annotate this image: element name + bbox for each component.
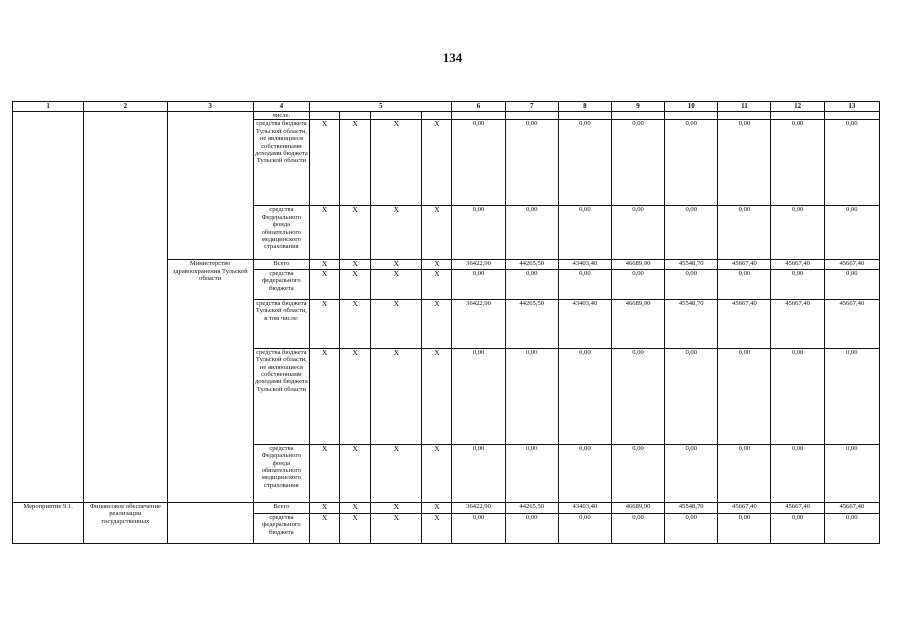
source-label: средства федерального бюджета: [253, 513, 309, 543]
value-cell: [452, 112, 505, 120]
value-cell: 0,00: [452, 206, 505, 260]
value-cell: 0,00: [558, 120, 611, 206]
value-cell: 0,00: [771, 513, 824, 543]
value-cell: 0,00: [505, 120, 558, 206]
value-cell: 44265,50: [505, 299, 558, 348]
value-cell: 0,00: [611, 206, 664, 260]
ministry-cell: Министерство здравоохранения Тульской области: [167, 260, 253, 502]
header-cell: 11: [718, 102, 771, 112]
value-cell: 45667,40: [824, 502, 879, 513]
value-cell: 0,00: [558, 206, 611, 260]
value-cell: 0,00: [771, 120, 824, 206]
x-cell: X: [340, 348, 371, 444]
x-cell: X: [422, 260, 452, 269]
value-cell: 45667,40: [824, 260, 879, 269]
value-cell: 0,00: [771, 206, 824, 260]
value-cell: 45667,40: [771, 260, 824, 269]
header-cell: 10: [665, 102, 718, 112]
value-cell: 45667,40: [718, 502, 771, 513]
value-cell: 45548,70: [665, 260, 718, 269]
header-cell: 8: [558, 102, 611, 112]
value-cell: 36422,90: [452, 260, 505, 269]
cell-col2-empty: [84, 112, 167, 503]
value-cell: 0,00: [665, 269, 718, 299]
source-label: Всего: [253, 502, 309, 513]
x-cell: X: [422, 206, 452, 260]
measure-id-cell: Мероприятие 9.1.: [13, 502, 84, 543]
value-cell: 0,00: [505, 513, 558, 543]
value-cell: 46689,90: [611, 502, 664, 513]
value-cell: 0,00: [824, 269, 879, 299]
value-cell: 0,00: [558, 444, 611, 502]
value-cell: 0,00: [718, 348, 771, 444]
x-cell: X: [422, 299, 452, 348]
x-cell: X: [371, 206, 422, 260]
value-cell: 0,00: [505, 269, 558, 299]
value-cell: 0,00: [611, 444, 664, 502]
value-cell: [824, 112, 879, 120]
value-cell: [665, 112, 718, 120]
value-cell: 0,00: [718, 269, 771, 299]
measure-name-cell: Финансовое обеспечение реализации государственных: [84, 502, 167, 543]
x-cell: X: [310, 120, 340, 206]
value-cell: [771, 112, 824, 120]
x-cell: X: [340, 444, 371, 502]
header-cell: 5: [310, 102, 452, 112]
x-cell: [371, 112, 422, 120]
value-cell: 45548,70: [665, 299, 718, 348]
header-cell: 6: [452, 102, 505, 112]
x-cell: X: [310, 513, 340, 543]
value-cell: 0,00: [558, 269, 611, 299]
value-cell: [718, 112, 771, 120]
value-cell: 36422,90: [452, 502, 505, 513]
x-cell: X: [310, 269, 340, 299]
x-cell: X: [310, 502, 340, 513]
x-cell: X: [422, 513, 452, 543]
x-cell: X: [340, 269, 371, 299]
x-cell: X: [340, 513, 371, 543]
value-cell: 0,00: [505, 206, 558, 260]
value-cell: 0,00: [718, 444, 771, 502]
value-cell: 0,00: [824, 120, 879, 206]
x-cell: X: [340, 502, 371, 513]
value-cell: 0,00: [771, 269, 824, 299]
value-cell: 0,00: [611, 513, 664, 543]
value-cell: 0,00: [665, 120, 718, 206]
value-cell: 45667,40: [718, 299, 771, 348]
x-cell: X: [371, 260, 422, 269]
x-cell: [422, 112, 452, 120]
value-cell: 43403,40: [558, 299, 611, 348]
value-cell: 0,00: [452, 348, 505, 444]
page-number: 134: [442, 50, 463, 65]
source-label: средства бюджета Тульской области, не являющиеся собственными доходами бюджета Тульской области: [253, 120, 309, 206]
x-cell: X: [371, 299, 422, 348]
value-cell: 46689,90: [611, 260, 664, 269]
budget-table: [12, 101, 880, 544]
value-cell: 0,00: [558, 513, 611, 543]
x-cell: X: [310, 206, 340, 260]
source-label: средства Федерального фонда обязательного медицинского страхования: [253, 444, 309, 502]
x-cell: X: [371, 513, 422, 543]
value-cell: 0,00: [718, 513, 771, 543]
header-row: [13, 102, 880, 112]
x-cell: X: [310, 260, 340, 269]
value-cell: 0,00: [718, 120, 771, 206]
value-cell: 43403,40: [558, 502, 611, 513]
value-cell: 0,00: [452, 120, 505, 206]
header-cell: 2: [84, 102, 167, 112]
header-cell: 13: [824, 102, 879, 112]
x-cell: X: [340, 120, 371, 206]
table-row: [13, 112, 880, 120]
value-cell: 0,00: [771, 348, 824, 444]
value-cell: 44265,50: [505, 260, 558, 269]
value-cell: 0,00: [611, 269, 664, 299]
value-cell: 46689,90: [611, 299, 664, 348]
value-cell: 45667,40: [718, 260, 771, 269]
source-label: средства федерального бюджета: [253, 269, 309, 299]
value-cell: 0,00: [452, 269, 505, 299]
value-cell: 36422,90: [452, 299, 505, 348]
header-cell: 7: [505, 102, 558, 112]
source-label: числе:: [253, 112, 309, 120]
cell-col3-empty: [167, 502, 253, 543]
value-cell: [558, 112, 611, 120]
value-cell: 0,00: [665, 206, 718, 260]
source-label: средства Федерального фонда обязательного медицинского страхования: [253, 206, 309, 260]
value-cell: 0,00: [452, 444, 505, 502]
header-cell: 12: [771, 102, 824, 112]
x-cell: X: [422, 444, 452, 502]
x-cell: X: [340, 206, 371, 260]
value-cell: 43403,40: [558, 260, 611, 269]
x-cell: [310, 112, 340, 120]
value-cell: 45667,40: [824, 299, 879, 348]
cell-col3-empty: [167, 112, 253, 260]
value-cell: 0,00: [824, 206, 879, 260]
source-label: Всего: [253, 260, 309, 269]
x-cell: X: [422, 269, 452, 299]
value-cell: 0,00: [665, 348, 718, 444]
value-cell: 45548,70: [665, 502, 718, 513]
value-cell: 45667,40: [771, 299, 824, 348]
header-cell: 4: [253, 102, 309, 112]
value-cell: [611, 112, 664, 120]
value-cell: 0,00: [824, 513, 879, 543]
value-cell: 0,00: [824, 348, 879, 444]
x-cell: X: [371, 502, 422, 513]
x-cell: X: [340, 299, 371, 348]
value-cell: 0,00: [611, 348, 664, 444]
value-cell: 0,00: [611, 120, 664, 206]
value-cell: 0,00: [505, 444, 558, 502]
x-cell: X: [310, 444, 340, 502]
x-cell: X: [340, 260, 371, 269]
x-cell: X: [310, 299, 340, 348]
value-cell: [505, 112, 558, 120]
x-cell: X: [371, 269, 422, 299]
x-cell: X: [371, 120, 422, 206]
source-label: средства бюджета Тульской области, в том числе:: [253, 299, 309, 348]
source-label: средства бюджета Тульской области, не являющиеся собственными доходами бюджета Тульской области: [253, 348, 309, 444]
x-cell: X: [422, 120, 452, 206]
value-cell: 0,00: [771, 444, 824, 502]
header-cell: 9: [611, 102, 664, 112]
x-cell: X: [371, 444, 422, 502]
x-cell: X: [310, 348, 340, 444]
value-cell: 0,00: [558, 348, 611, 444]
value-cell: 0,00: [452, 513, 505, 543]
value-cell: 0,00: [665, 444, 718, 502]
x-cell: [340, 112, 371, 120]
value-cell: 0,00: [824, 444, 879, 502]
header-cell: 3: [167, 102, 253, 112]
cell-col1-empty: [13, 112, 84, 503]
value-cell: 45667,40: [771, 502, 824, 513]
value-cell: 0,00: [718, 206, 771, 260]
x-cell: X: [422, 348, 452, 444]
value-cell: 0,00: [505, 348, 558, 444]
x-cell: X: [422, 502, 452, 513]
x-cell: X: [371, 348, 422, 444]
value-cell: 44265,50: [505, 502, 558, 513]
header-cell: 1: [13, 102, 84, 112]
table-row: [13, 502, 880, 513]
value-cell: 0,00: [665, 513, 718, 543]
